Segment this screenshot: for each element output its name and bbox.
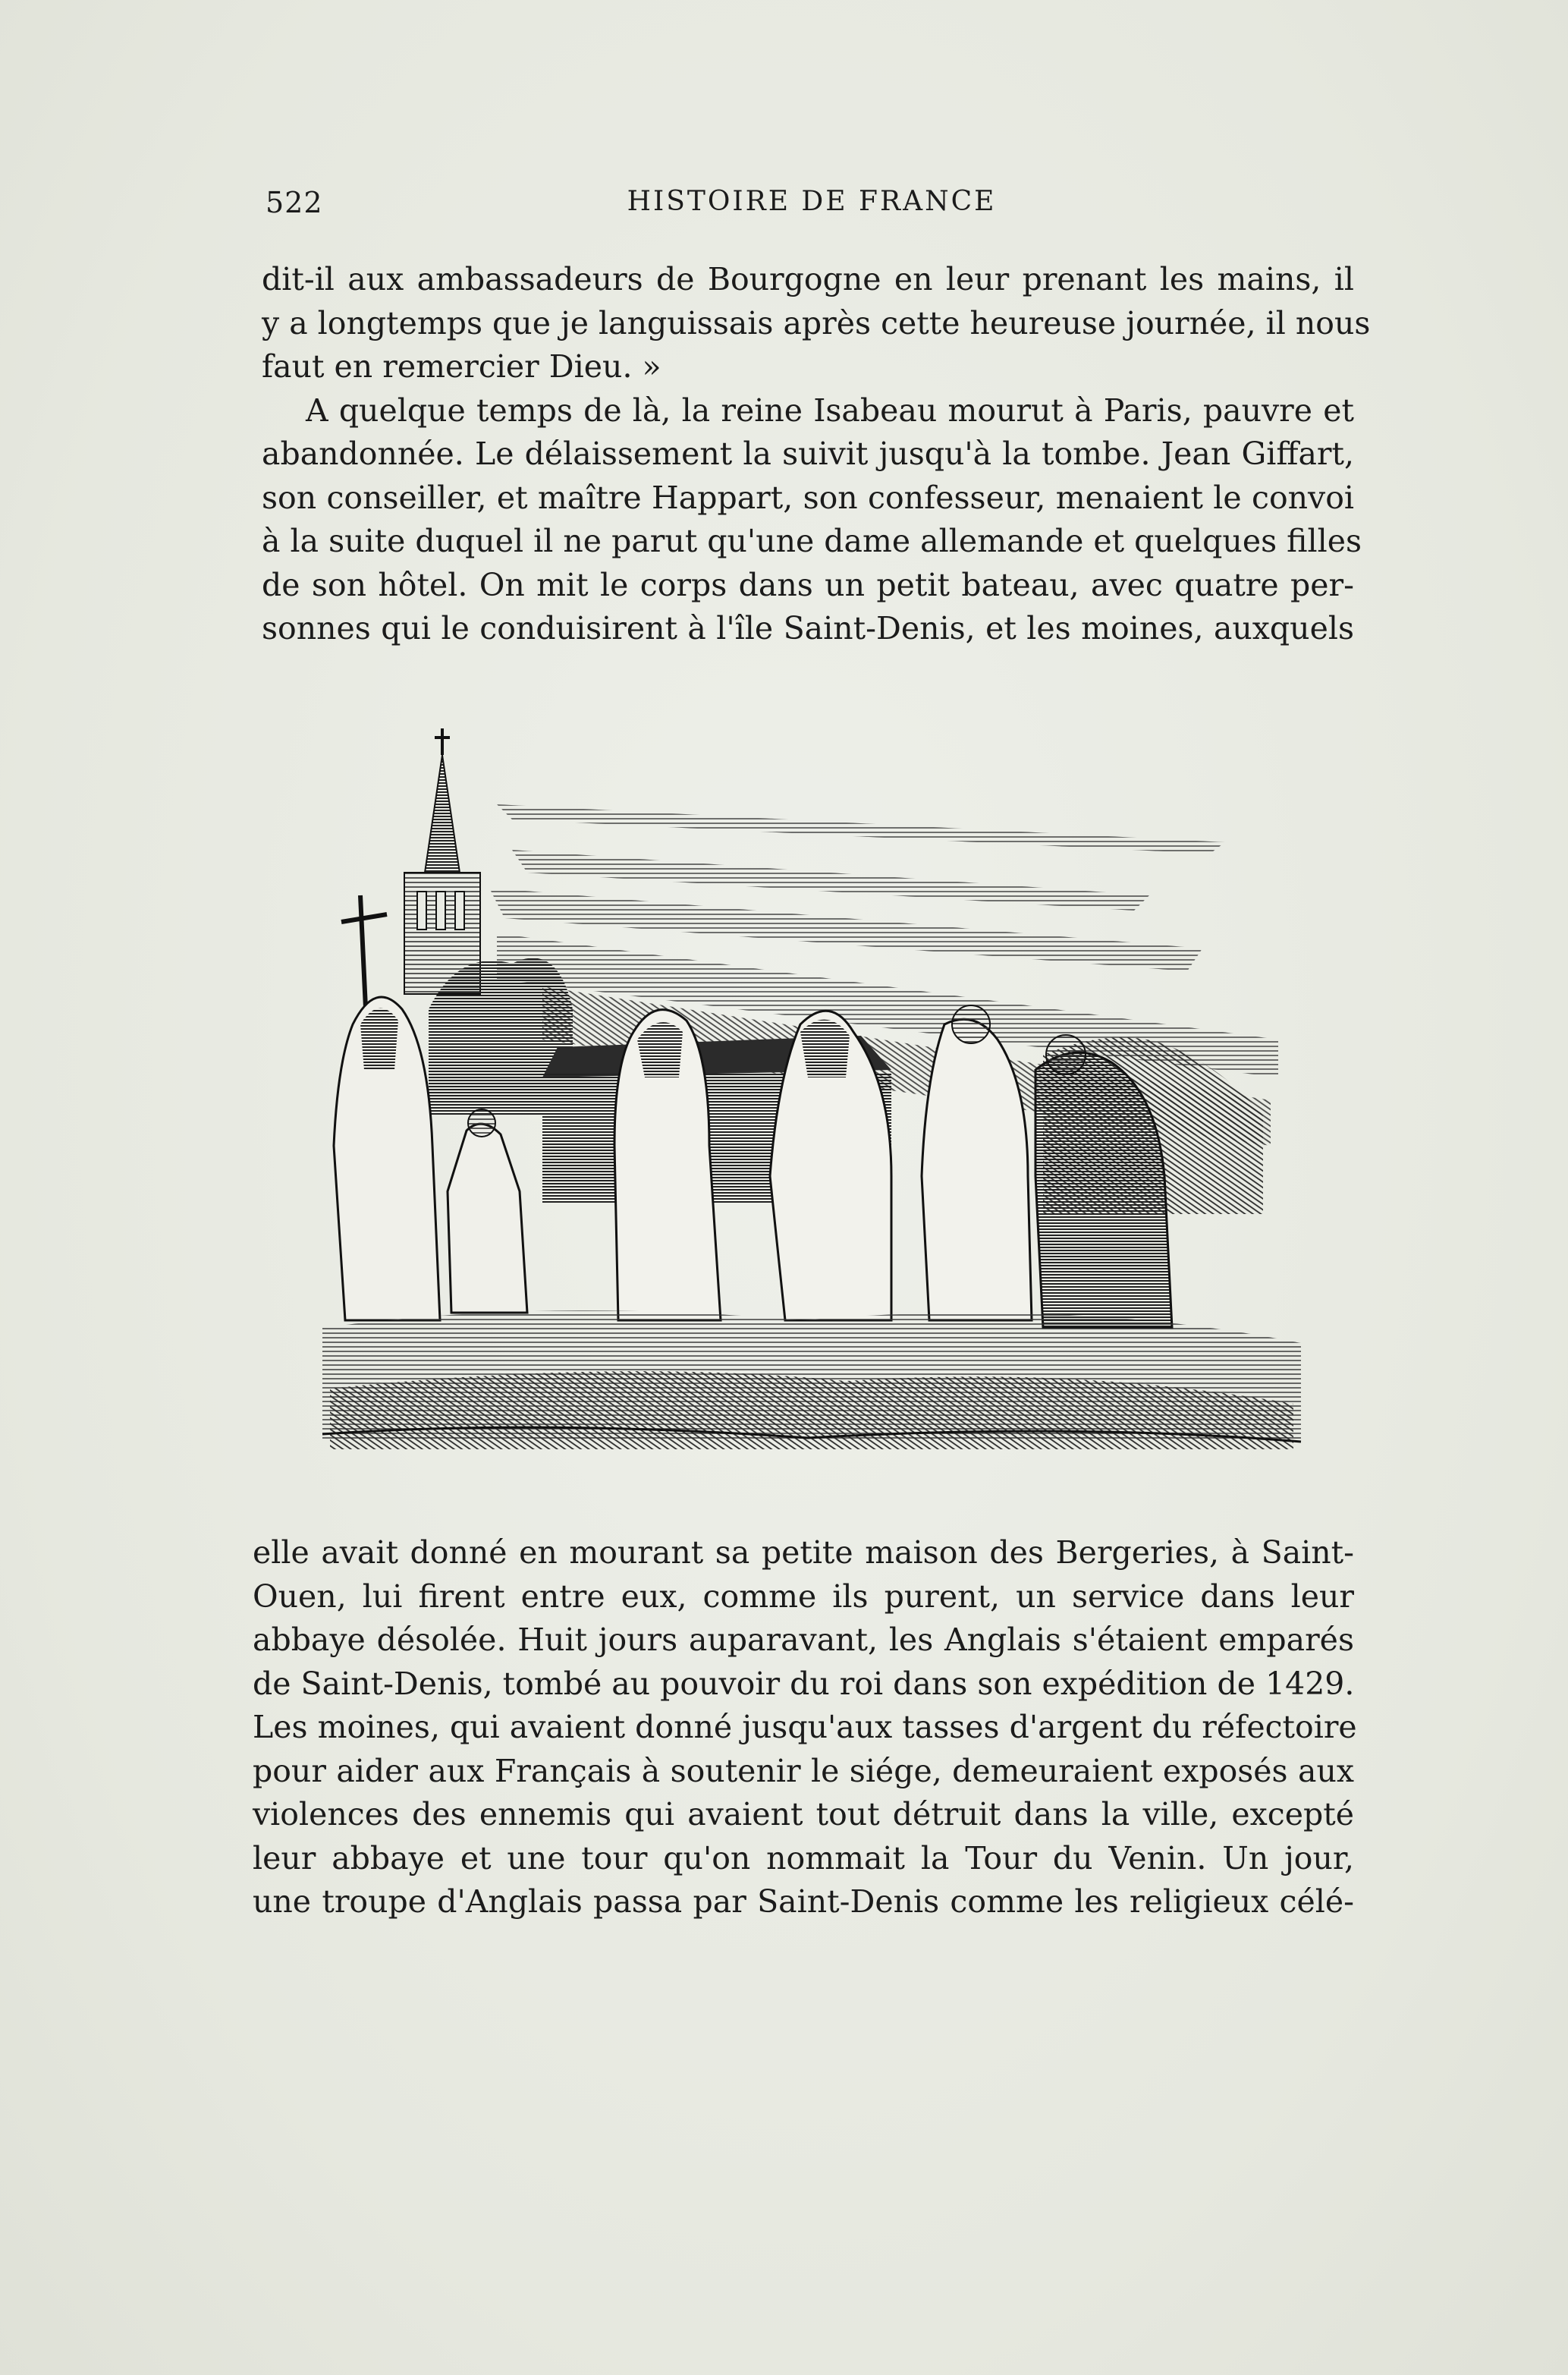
text-line: à la suite duquel il ne parut qu'une dame allemande et quelques filles [262,523,1362,559]
text-line: abandonnée. Le délaissement la suivit jusqu'à la tombe. Jean Giffart, [262,436,1354,472]
body-text-top [262,258,1371,651]
body-text-bottom [253,1531,1357,1924]
text-line: violences des ennemis qui avaient tout détruit dans la ville, excepté [253,1796,1354,1832]
running-title: HISTOIRE DE FRANCE [627,186,997,217]
page-number: 522 [266,186,323,219]
text-line: elle avait donné en mourant sa petite maison des Bergeries, à Saint- [253,1534,1354,1571]
text-line: A quelque temps de là, la reine Isabeau mourut à Paris, pauvre et [306,392,1354,429]
page-header [266,186,1358,231]
foreground-grass [322,1310,1301,1449]
text-line: de Saint-Denis, tombé au pouvoir du roi dans son expédition de 1429. [253,1665,1355,1702]
text-line: abbaye désolée. Huit jours auparavant, les Anglais s'étaient emparés [253,1622,1354,1658]
text-line: Les moines, qui avaient donné jusqu'aux tasses d'argent du réfectoire [253,1709,1357,1745]
engraving-funeral-procession-icon [315,721,1309,1480]
text-line: pour aider aux Français à soutenir le siége, demeuraient exposés aux [253,1752,1354,1789]
text-line: faut en remercier Dieu. » [262,348,661,385]
text-line: y a longtemps que je languissais après cette heureuse journée, il nous [262,304,1371,341]
text-line: Ouen, lui firent entre eux, comme ils purent, un service dans leur [253,1578,1354,1615]
text-line: dit-il aux ambassadeurs de Bourgogne en leur prenant les mains, il [262,261,1354,297]
text-line: sonnes qui le conduisirent à l'île Saint-Denis, et les moines, auxquels [262,610,1354,646]
church-spire [404,728,480,994]
text-line: une troupe d'Anglais passa par Saint-Denis comme les religieux célé- [253,1883,1354,1920]
text-line: leur abbaye et une tour qu'on nommait la Tour du Venin. Un jour, [253,1839,1354,1876]
text-line: de son hôtel. On mit le corps dans un petit bateau, avec quatre per- [262,566,1354,603]
text-line: son conseiller, et maître Happart, son confesseur, menaient le convoi [262,479,1354,516]
